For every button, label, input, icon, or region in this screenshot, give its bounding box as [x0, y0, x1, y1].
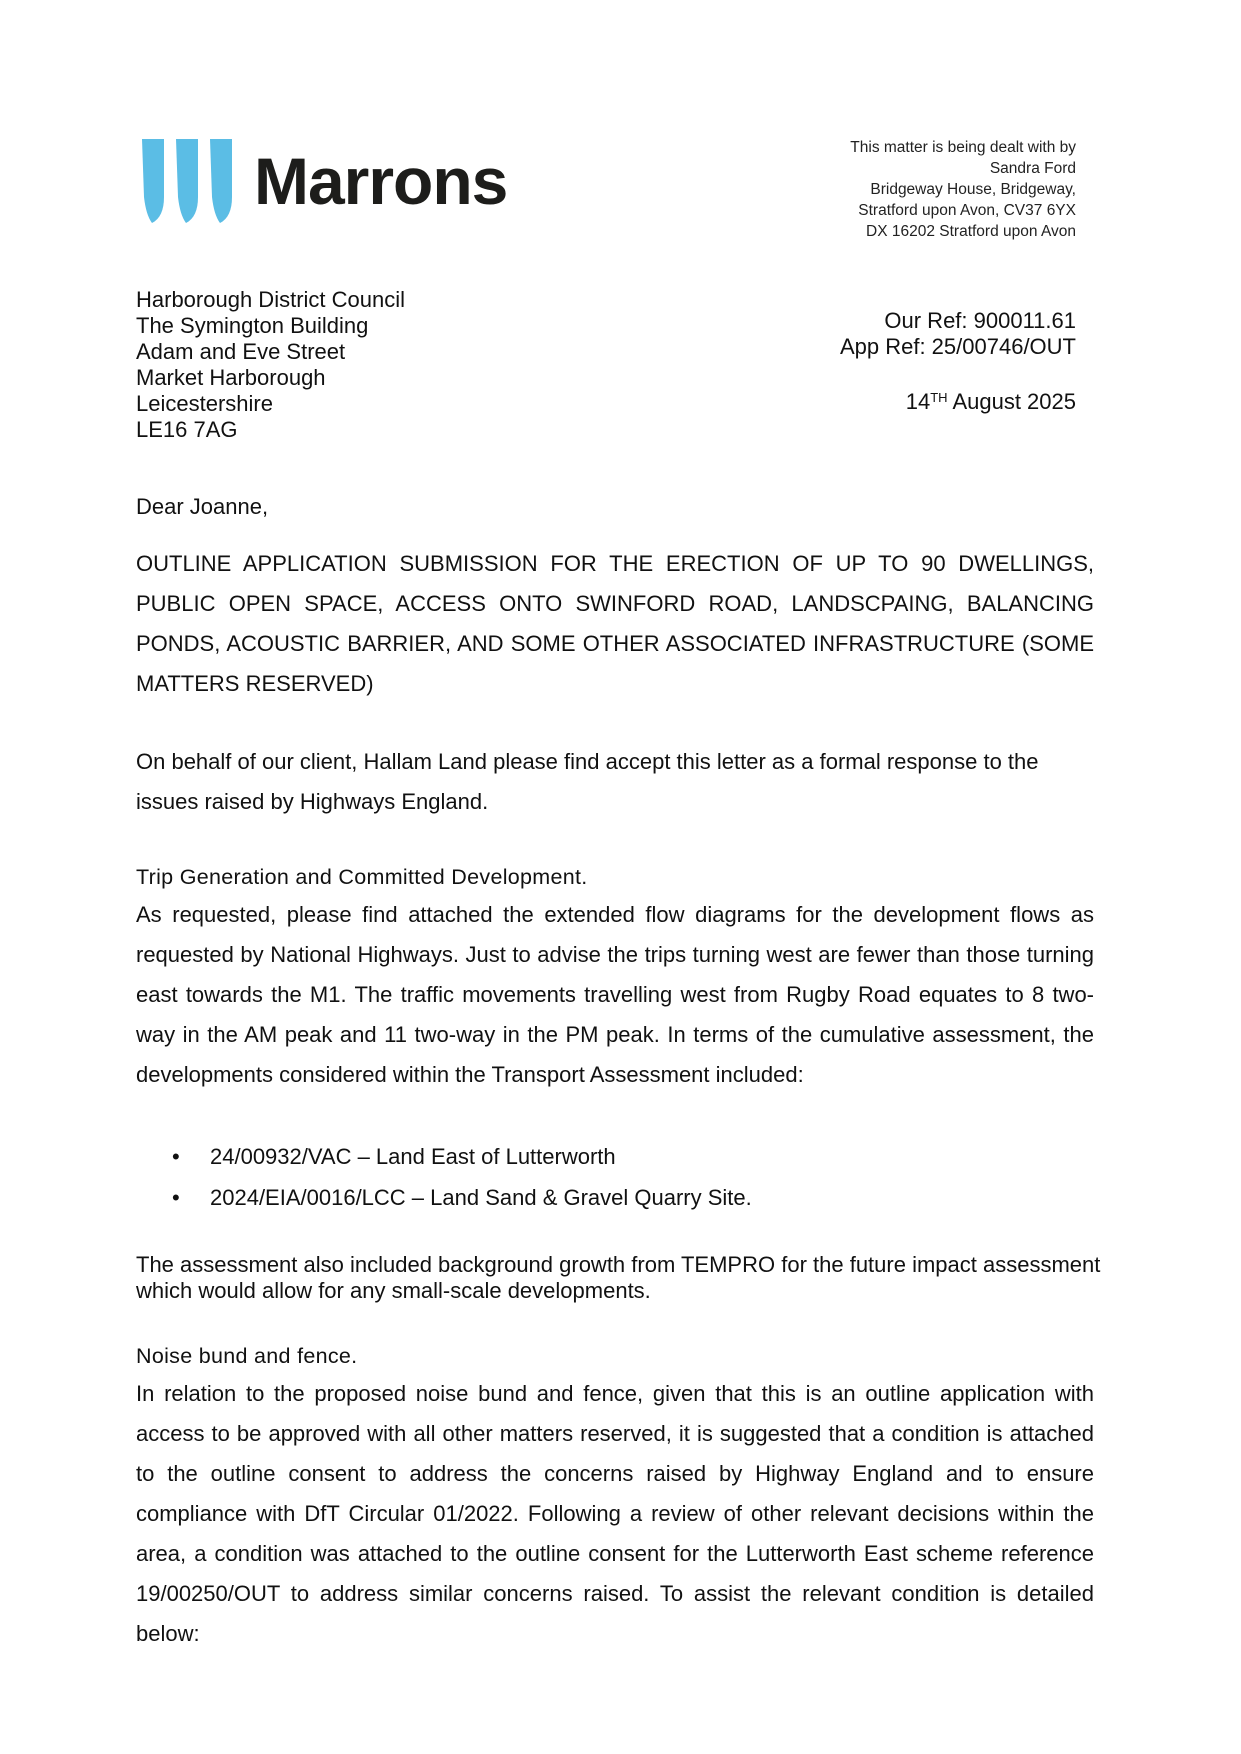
marrons-logo-mark-icon	[140, 137, 236, 225]
letter-date: 14TH August 2025	[905, 389, 1076, 414]
subject-line: OUTLINE APPLICATION SUBMISSION FOR THE ERECTION OF UP TO 90 DWELLINGS, PUBLIC OPEN SPACE, ACCESS ONTO SWINFORD ROAD, LANDSCPAING, BALANCING PONDS, ACOUSTIC BARRIER, AND SOME OTHER ASSOCIATED INFRASTRUCTURE (SOME MATTERS RESERVED)	[136, 551, 1094, 696]
dealt-with-line: Sandra Ford	[989, 160, 1076, 177]
development-list	[136, 1136, 1094, 1218]
company-logo	[140, 136, 507, 226]
address-line: Leicestershire	[136, 391, 273, 416]
our-reference: Our Ref: 900011.61	[884, 308, 1076, 333]
body-paragraph: In relation to the proposed noise bund and fence, given that this is an outline application with access to be approved with all other matters reserved, it is suggested that a condition is attached to the outline consent to address the concerns raised by Highway England and to ensure compliance with DfT Circular 01/2022. Following a review of other relevant decisions within the area, a condition was attached to the outline consent for the Lutterworth East scheme reference 19/00250/OUT to address similar concerns raised. To assist the relevant condition is detailed below:	[136, 1381, 1094, 1646]
dealt-with-line: This matter is being dealt with by	[850, 139, 1076, 156]
reference-block	[840, 308, 1076, 360]
list-item: • 2024/EIA/0016/LCC – Land Sand & Gravel Quarry Site.	[136, 1177, 1094, 1218]
address-line: The Symington Building	[136, 313, 369, 338]
salutation: Dear Joanne,	[136, 494, 269, 519]
address-line: Adam and Eve Street	[136, 339, 346, 364]
dealt-with-line: DX 16202 Stratford upon Avon	[866, 223, 1076, 240]
address-line: Market Harborough	[136, 365, 326, 390]
address-line: Harborough District Council	[136, 287, 405, 312]
app-reference: App Ref: 25/00746/OUT	[839, 334, 1076, 359]
section-heading: Noise bund and fence.	[136, 1344, 358, 1368]
address-line: LE16 7AG	[136, 417, 238, 442]
dealt-with-block	[850, 137, 1076, 242]
body-paragraph: The assessment also included background growth from TEMPRO for the future impact assessment which would allow for any small-scale developments.	[136, 1252, 1101, 1303]
logo-wordmark: Marrons	[254, 144, 508, 218]
list-item: • 24/00932/VAC – Land East of Lutterworth	[136, 1136, 1094, 1177]
body-paragraph: As requested, please find attached the extended flow diagrams for the development flows as requested by National Highways. Just to advise the trips turning west are fewer than those turning east towards the M1. The traffic movements travelling west from Rugby Road equates to 8 two-way in the AM peak and 11 two-way in the PM peak. In terms of the cumulative assessment, the developments considered within the Transport Assessment included:	[136, 902, 1094, 1087]
body-paragraph: On behalf of our client, Hallam Land please find accept this letter as a formal response to the issues raised by Highways England.	[136, 749, 1039, 814]
section-heading: Trip Generation and Committed Development.	[136, 865, 588, 889]
dealt-with-line: Bridgeway House, Bridgeway,	[870, 181, 1076, 198]
dealt-with-line: Stratford upon Avon, CV37 6YX	[858, 202, 1076, 219]
addressee-block	[136, 287, 405, 443]
